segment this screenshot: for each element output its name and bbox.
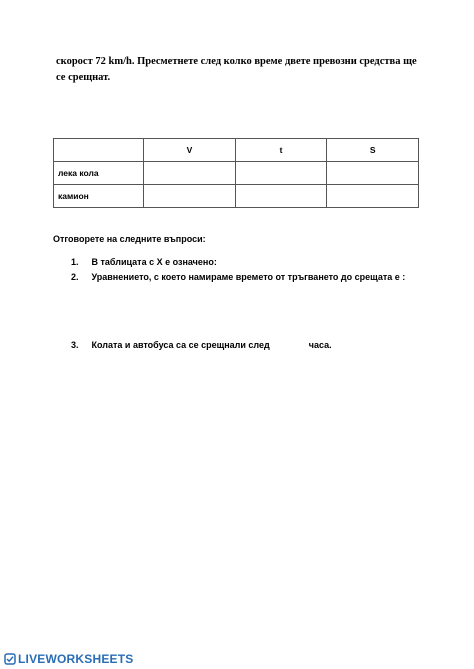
table-row [54,162,419,185]
questions-prompt: Отговорете на следните въпроси: [53,234,206,244]
question-3-suffix: часа. [308,340,332,350]
row-label-car: лека кола [54,162,144,185]
cell-car-s[interactable] [327,162,419,185]
table-header-row [54,139,419,162]
data-table [53,138,419,208]
liveworksheets-logo-icon [4,653,16,665]
liveworksheets-logo-text: LIVEWORKSHEETS [18,652,134,666]
intro-text [56,54,426,86]
cell-car-t[interactable] [235,162,327,185]
cell-car-v[interactable] [144,162,236,185]
question-1 [53,257,217,267]
intro-line-2: се срещнат. [56,72,111,83]
table-header-empty [54,139,144,162]
table-row [54,185,419,208]
table-header-v: V [144,139,236,162]
cell-truck-v[interactable] [144,185,236,208]
question-1-text: В таблицата с X е означено: [91,257,217,267]
question-3-text: Колата и автобуса са се срещнали след [91,340,270,350]
cell-truck-s[interactable] [327,185,419,208]
question-1-number: 1. [71,257,79,267]
table-header-s: S [327,139,419,162]
question-3 [53,340,332,350]
row-label-truck: камион [54,185,144,208]
question-2 [53,272,405,282]
question-2-text: Уравнението, с което намираме времето от тръгването до срещата е : [91,272,406,282]
table-header-t: t [235,139,327,162]
question-2-number: 2. [71,272,79,282]
intro-line-1: скорост 72 km/h. Пресметнете след колко време двете превозни средства ще [56,56,417,67]
liveworksheets-logo [4,652,133,666]
question-3-number: 3. [71,340,79,350]
cell-truck-t[interactable] [235,185,327,208]
